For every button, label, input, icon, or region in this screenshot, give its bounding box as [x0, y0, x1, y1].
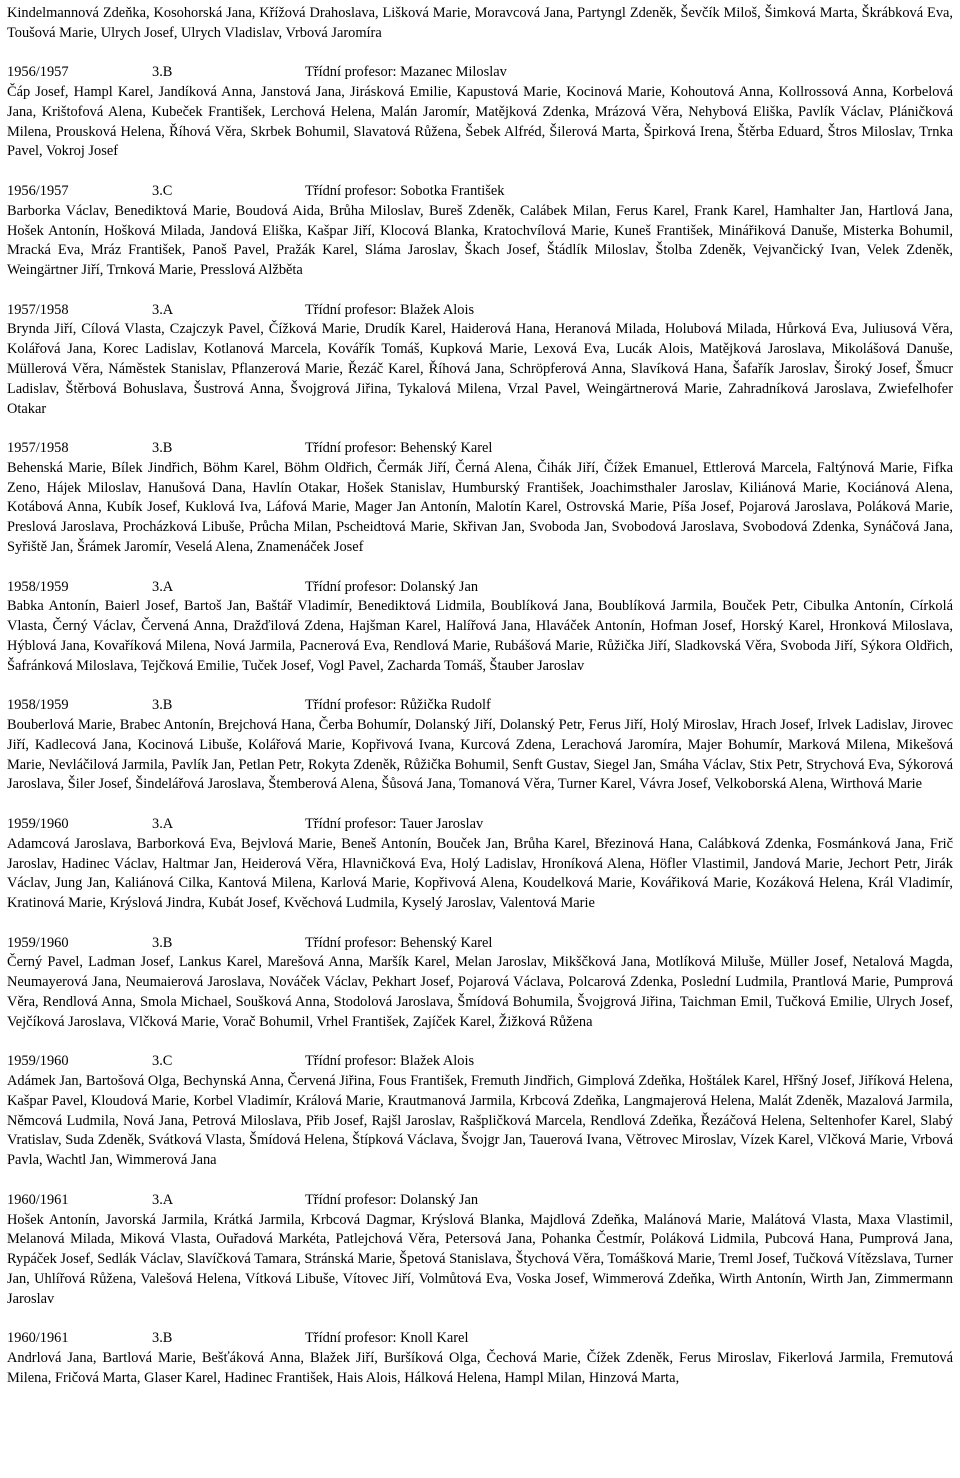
- document-page: [7, 0, 953, 1389]
- school-year: 1959/1960: [7, 815, 69, 832]
- school-year: 1960/1961: [7, 1330, 69, 1347]
- class-teacher: Třídní profesor: Behenský Karel: [305, 440, 493, 457]
- school-year: 1957/1958: [7, 301, 69, 318]
- student-list: Černý Pavel, Ladman Josef, Lankus Karel, Marešová Anna, Maršík Karel, Melan Jaroslav, Mikščková Jana, Motlíková Miluše, Müller Josef, Netalová Magda, Neumayerová Jana, Neumaierová Jaroslava, Nováček Václav, Pekhart Josef, Pojarová Václava, Polcarová Zdenka, Poslední Ludmila, Prantlová Marie, Pumprová Věra, Rendlová Anna, Smola Michael, Soušková Anna, Stodolová Jaroslava, Šmídová Bohumila, Švojgrová Jiřina, Taichman Emil, Tučková Emilie, Ulrych Josef, Vejčíková Jaroslava, Vlčková Marie, Vorač Bohumil, Vrhel František, Zajíček Karel, Žižková Růžena: [7, 954, 953, 1030]
- class-teacher: Třídní profesor: Růžička Rudolf: [305, 697, 491, 714]
- class-section: [7, 1329, 953, 1388]
- student-list: Barborka Václav, Benediktová Marie, Boudová Aida, Brůha Miloslav, Bureš Zdeněk, Calábek Milan, Ferus Karel, Frank Karel, Hamhalter Jan, Hartlová Jana, Hošek Antonín, Hošková Milada, Jandová Eliška, Kašpar Jiří, Klocová Blanka, Kratochvílová Marie, Kuneš František, Minářiková Danuše, Misterka Bohumil, Mracká Eva, Mráz František, Panoš Pavel, Pražák Karel, Sláma Jaroslav, Škach Josef, Štádlík Miloslav, Štolba Zdeněk, Vejvančický Ivan, Velek Zdeněk, Weingärtner Jiří, Trnková Marie, Presslová Alžběta: [7, 202, 953, 279]
- class-section: [7, 63, 953, 162]
- section-header: [7, 1191, 953, 1211]
- class-label: 3.B: [152, 934, 173, 951]
- class-teacher: Třídní profesor: Knoll Karel: [305, 1330, 469, 1347]
- school-year: 1958/1959: [7, 578, 69, 595]
- school-year: 1956/1957: [7, 182, 69, 199]
- section-header: [7, 63, 953, 83]
- class-section: [7, 578, 953, 677]
- class-teacher: Třídní profesor: Behenský Karel: [305, 934, 493, 951]
- class-section: [7, 1052, 953, 1171]
- class-section: [7, 439, 953, 558]
- school-year: 1957/1958: [7, 440, 69, 457]
- class-section: [7, 815, 953, 914]
- class-teacher: Třídní profesor: Dolanský Jan: [305, 1191, 479, 1208]
- student-list: Adamcová Jaroslava, Barborková Eva, Bejvlová Marie, Beneš Antonín, Bouček Jan, Brůha Karel, Březinová Hana, Calábková Zdenka, Fosmánková Jana, Frič Jaroslav, Hadinec Václav, Haltmar Jan, Heiderová Věra, Hlavničková Eva, Holý Ladislav, Hroníková Alena, Höfler Vlastimil, Jandová Marie, Jechort Petr, Jirák Václav, Jung Jan, Kaliánová Cilka, Kantová Milena, Karlová Marie, Kopřivová Alena, Koudelková Marie, Kovářiková Marie, Kozáková Helena, Král Vladimír, Kratinová Marie, Krýslová Jindra, Kubát Josef, Kvěchová Ludmila, Kyselý Jaroslav, Valentová Marie: [7, 835, 953, 912]
- section-header: [7, 182, 953, 202]
- class-label: 3.B: [152, 64, 173, 81]
- student-list: Babka Antonín, Baierl Josef, Bartoš Jan, Baštář Vladimír, Benediktová Lidmila, Boublíková Jana, Boublíková Jarmila, Bouček Petr, Cibulka Antonín, Církolá Vlasta, Černý Václav, Červená Anna, Dražďilová Zdena, Hajšman Karel, Halířová Jana, Hlaváček Antonín, Hofman Josef, Horský Karel, Hronková Miloslava, Hýblová Jana, Kovaříková Milena, Nová Jarmila, Pacnerová Eva, Rendlová Marie, Rubášová Marie, Růžička Jiří, Sladkovská Věra, Svoboda Jiří, Sýkora Oldřich, Šafránková Miloslava, Tejčková Emilie, Tuček Josef, Vogl Pavel, Zacharda Tomáš, Štauber Jaroslav: [7, 598, 953, 674]
- school-year: 1958/1959: [7, 697, 69, 714]
- class-section: [7, 182, 953, 281]
- section-header: [7, 301, 953, 321]
- class-label: 3.A: [152, 1191, 174, 1208]
- section-header: [7, 815, 953, 835]
- class-section: [7, 934, 953, 1033]
- class-teacher: Třídní profesor: Sobotka František: [305, 182, 505, 199]
- section-header: [7, 439, 953, 459]
- class-label: 3.B: [152, 1330, 173, 1347]
- school-year: 1960/1961: [7, 1191, 69, 1208]
- class-label: 3.A: [152, 578, 174, 595]
- section-header: [7, 578, 953, 598]
- student-list: Čáp Josef, Hampl Karel, Jandíková Anna, Janstová Jana, Jirásková Emilie, Kapustová Marie, Kocinová Marie, Kohoutová Anna, Kollrossová Anna, Korbelová Jana, Krištofová Alena, Kubeček František, Lerchová Helena, Malán Jaromír, Matějková Zdenka, Mrázová Věra, Nehybová Eliška, Pavlík Václav, Pláničková Milena, Prousková Helena, Říhová Věra, Skrbek Bohumil, Slavatová Růžena, Šebek Alfréd, Šilerová Marta, Špirková Irena, Štěrba Eduard, Štros Miloslav, Trnka Pavel, Vokroj Josef: [7, 84, 953, 160]
- class-label: 3.C: [152, 182, 173, 199]
- class-teacher: Třídní profesor: Tauer Jaroslav: [305, 815, 484, 832]
- class-teacher: Třídní profesor: Blažek Alois: [305, 301, 475, 318]
- student-list: Adámek Jan, Bartošová Olga, Bechynská Anna, Červená Jiřina, Fous František, Fremuth Jindřich, Gimplová Zdeňka, Hoštálek Karel, Hřšný Josef, Jiříková Helena, Kašpar Pavel, Kloudová Marie, Korbel Vladimír, Králová Marie, Krautmanová Jarmila, Krbcová Zdeňka, Langmajerová Helena, Malát Zdeněk, Mazalová Jarmila, Němcová Ludmila, Nová Jana, Petrová Miloslava, Přib Josef, Rajšl Jaroslav, Rašpličková Marcela, Rendlová Zdeňka, Řezáčová Helena, Seltenhofer Karel, Slabý Vratislav, Suda Zdeněk, Svátková Vlasta, Šmídová Helena, Štípková Václava, Švojgr Jan, Tauerová Ivana, Větrovec Miroslav, Vízek Karel, Vlčková Marie, Vrbová Pavla, Wachtl Jan, Wimmerová Jana: [7, 1073, 953, 1169]
- school-year: 1959/1960: [7, 934, 69, 951]
- school-year: 1959/1960: [7, 1053, 69, 1070]
- school-year: 1956/1957: [7, 64, 69, 81]
- section-header: [7, 1052, 953, 1072]
- class-teacher: Třídní profesor: Blažek Alois: [305, 1053, 475, 1070]
- class-section: [7, 696, 953, 795]
- section-header: [7, 934, 953, 954]
- section-header: [7, 696, 953, 716]
- class-section: [7, 1191, 953, 1310]
- class-label: 3.A: [152, 815, 174, 832]
- student-list: Bouberlová Marie, Brabec Antonín, Brejchová Hana, Čerba Bohumír, Dolanský Jiří, Dolanský Petr, Ferus Jiří, Holý Miroslav, Hrach Josef, Irlvek Ladislav, Jirovec Jiří, Kadlecová Jana, Kocinová Libuše, Kolářová Marie, Kopřivová Ivana, Kurcová Zdena, Lerachová Jaromíra, Majer Bohumír, Marková Milena, Mikešová Marie, Nevláčilová Jarmila, Pavlík Jan, Petlan Petr, Rokyta Zdeněk, Růžička Bohumil, Senft Gustav, Siegel Jan, Smáha Václav, Stix Petr, Strychová Eva, Sýkorová Jaroslava, Šiler Josef, Šindelářová Jaroslava, Štemberová Alena, Šůsová Jana, Tomanová Věra, Turner Karel, Vávra Josef, Velkoborská Alena, Wirthová Marie: [7, 717, 953, 793]
- class-teacher: Třídní profesor: Dolanský Jan: [305, 578, 479, 595]
- student-list: Brynda Jiří, Cílová Vlasta, Czajczyk Pavel, Čížková Marie, Drudík Karel, Haiderová Hana, Heranová Milada, Holubová Milada, Hůrková Eva, Juliusová Věra, Kolářová Jana, Korec Ladislav, Kotlanová Marcela, Kovářík Tomáš, Kupková Marie, Lexová Eva, Lucák Alois, Matějková Jaroslava, Mikolášová Danuše, Müllerová Věra, Náměstek Stanislav, Pflanzerová Marie, Řezáč Karel, Říhová Jana, Schröpferová Anna, Slavíková Hana, Šafařík Jaroslav, Široký Josef, Šmucr Ladislav, Štěrbová Bohuslava, Šustrová Anna, Švojgrová Jiřina, Tykalová Milena, Vrzal Pavel, Weingärtnerová Marie, Zahradníková Jaroslava, Zwiefelhofer Otakar: [7, 321, 953, 417]
- class-label: 3.B: [152, 697, 173, 714]
- class-label: 3.B: [152, 440, 173, 457]
- section-header: [7, 1329, 953, 1349]
- intro-student-list: Kindelmannová Zdeňka, Kosohorská Jana, Křížová Drahoslava, Lišková Marie, Moravcová Jana, Partyngl Zdeněk, Ševčík Miloš, Šimková Marta, Škrábková Eva, Toušová Marie, Ulrych Josef, Ulrych Vladislav, Vrbová Jaromíra: [7, 5, 953, 41]
- student-list: Andrlová Jana, Bartlová Marie, Bešťáková Anna, Blažek Jiří, Buršíková Olga, Čechová Marie, Čížek Zdeněk, Ferus Miroslav, Fikerlová Jarmila, Fremutová Milena, Fričová Marta, Glaser Karel, Hadinec František, Hais Alois, Hálková Helena, Hampl Milan, Hinzová Marta,: [7, 1349, 953, 1386]
- class-teacher: Třídní profesor: Mazanec Miloslav: [305, 64, 507, 81]
- class-label: 3.C: [152, 1053, 173, 1070]
- student-list: Hošek Antonín, Javorská Jarmila, Krátká Jarmila, Krbcová Dagmar, Krýslová Blanka, Majdlová Zdeňka, Malánová Marie, Malátová Vlasta, Maxa Vlastimil, Melanová Milada, Miková Vlasta, Ouřadová Markéta, Patlejchová Věra, Petersová Jana, Pohanka Čestmír, Poláková Lidmila, Pubcová Hana, Pumprová Jana, Rypáček Josef, Sedlák Václav, Slavíčková Tamara, Stránská Marie, Špetová Stanislava, Štychová Věra, Tomášková Marie, Treml Josef, Tučková Vítězslava, Turner Jan, Uhlířová Růžena, Valešová Helena, Vítková Libuše, Vítovec Jiří, Volmůtová Eva, Voska Josef, Wimmerová Zdeňka, Wirth Antonín, Wirth Jan, Zimmermann Jaroslav: [7, 1211, 953, 1307]
- student-list: Behenská Marie, Bílek Jindřich, Böhm Karel, Böhm Oldřich, Čermák Jiří, Černá Alena, Čihák Jiří, Čížek Emanuel, Ettlerová Marcela, Faltýnová Marie, Fifka Zeno, Hájek Miloslav, Hanušová Dana, Havlín Otakar, Hošek Stanislav, Humburský František, Joachimsthaler Jaroslav, Kiliánová Marie, Kociánová Alena, Kotábová Anna, Kubík Josef, Kuklová Iva, Láfová Marie, Mager Jan Antonín, Malotín Karel, Ostrovská Marie, Píša Josef, Pojarová Jaroslava, Poláková Marie, Preslová Jaroslava, Procházková Libuše, Průcha Milan, Pscheidtová Marie, Skřivan Jan, Svoboda Jan, Svobodová Jaroslava, Svobodová Zdenka, Synáčová Jana, Syřiště Jan, Šrámek Jaromír, Veselá Alena, Znamenáček Josef: [7, 459, 953, 556]
- class-label: 3.A: [152, 301, 174, 318]
- class-section: [7, 301, 953, 420]
